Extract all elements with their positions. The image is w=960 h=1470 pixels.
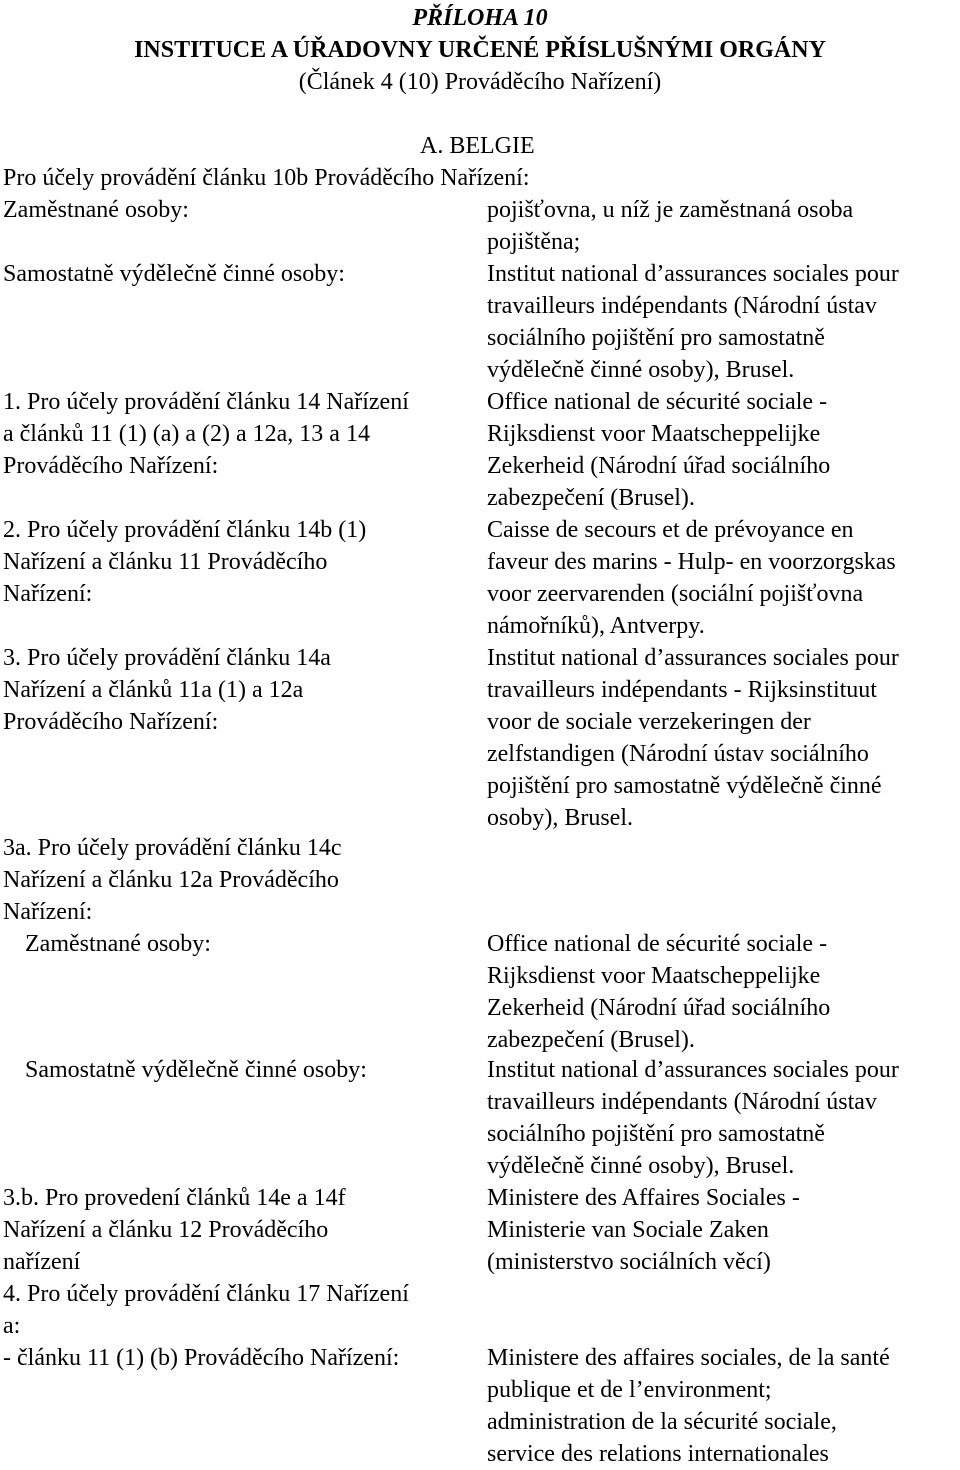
row-3b-label: 3.b. Pro provedení článků 14e a 14f Nařízení a článku 12 Prováděcího nařízení [3,1185,346,1275]
row-3a-self-employed-institution: Institut national d’assurances sociales pour travailleurs indépendants (Národní ústav sociálního pojištění pro samostatně výdělečně činné osoby), Brusel. [487,1057,899,1179]
annex-subtitle: (Článek 4 (10) Prováděcího Nařízení) [298,69,662,95]
row-3a-employees-label: Zaměstnané osoby: [25,931,211,957]
annex-title: INSTITUCE A ÚŘADOVNY URČENÉ PŘÍSLUŠNÝMI ORGÁNY [134,37,826,63]
row-3a-label: 3a. Pro účely provádění článku 14c Nařízení a článku 12a Prováděcího Nařízení: [3,835,342,925]
row-self-employed-label: Samostatně výdělečně činné osoby: [3,261,345,287]
row-1-label: 1. Pro účely provádění článku 14 Nařízení a článků 11 (1) (a) a (2) a 12a, 13 a 14 Prováděcího Nařízení: [3,389,409,479]
row-3-institution: Institut national d’assurances sociales pour travailleurs indépendants - Rijksinstituut voor de sociale verzekeringen der zelfstandigen (Národní ústav sociálního pojištění pro samostatně výdělečně činné osoby), Brusel. [487,645,899,831]
row-2-label: 2. Pro účely provádění článku 14b (1) Nařízení a článku 11 Prováděcího Nařízení: [3,517,367,607]
row-employees-institution: pojišťovna, u níž je zaměstnaná osoba pojištěna; [487,197,854,255]
row-4b-institution: Ministere des affaires sociales, de la santé publique et de l’environment; administration de la sécurité sociale, service des relations internationales [487,1345,890,1467]
row-3b-institution: Ministere des Affaires Sociales - Ministerie van Sociale Zaken (ministerstvo sociálních věcí) [487,1185,800,1275]
row-1-institution: Office national de sécurité sociale - Rijksdienst voor Maatscheppelijke Zekerheid (Národní úřad sociálního zabezpečení (Brusel). [487,389,831,511]
row-employees-label: Zaměstnané osoby: [3,197,189,223]
section-intro: Pro účely provádění článku 10b Prováděcího Nařízení: [3,165,530,191]
annex-header [0,2,960,98]
row-self-employed-institution: Institut national d’assurances sociales pour travailleurs indépendants (Národní ústav sociálního pojištění pro samostatně výdělečně činné osoby), Brusel. [487,261,899,383]
row-2-institution: Caisse de secours et de prévoyance en faveur des marins - Hulp- en voorzorgskas voor zeervarenden (sociální pojišťovna námořníků), Antverpy. [487,517,896,639]
row-3a-employees-institution: Office national de sécurité sociale - Rijksdienst voor Maatscheppelijke Zekerheid (Národní úřad sociálního zabezpečení (Brusel). [487,931,831,1053]
row-4b-label: - článku 11 (1) (b) Prováděcího Nařízení: [3,1345,400,1371]
row-3-label: 3. Pro účely provádění článku 14a Nařízení a článků 11a (1) a 12a Prováděcího Nařízení: [3,645,331,735]
row-4-label: 4. Pro účely provádění článku 17 Nařízení a: [3,1281,409,1339]
row-3a-self-employed-label: Samostatně výdělečně činné osoby: [25,1057,367,1083]
annex-number: PŘÍLOHA 10 [412,5,548,31]
section-heading: A. BELGIE [420,133,535,159]
